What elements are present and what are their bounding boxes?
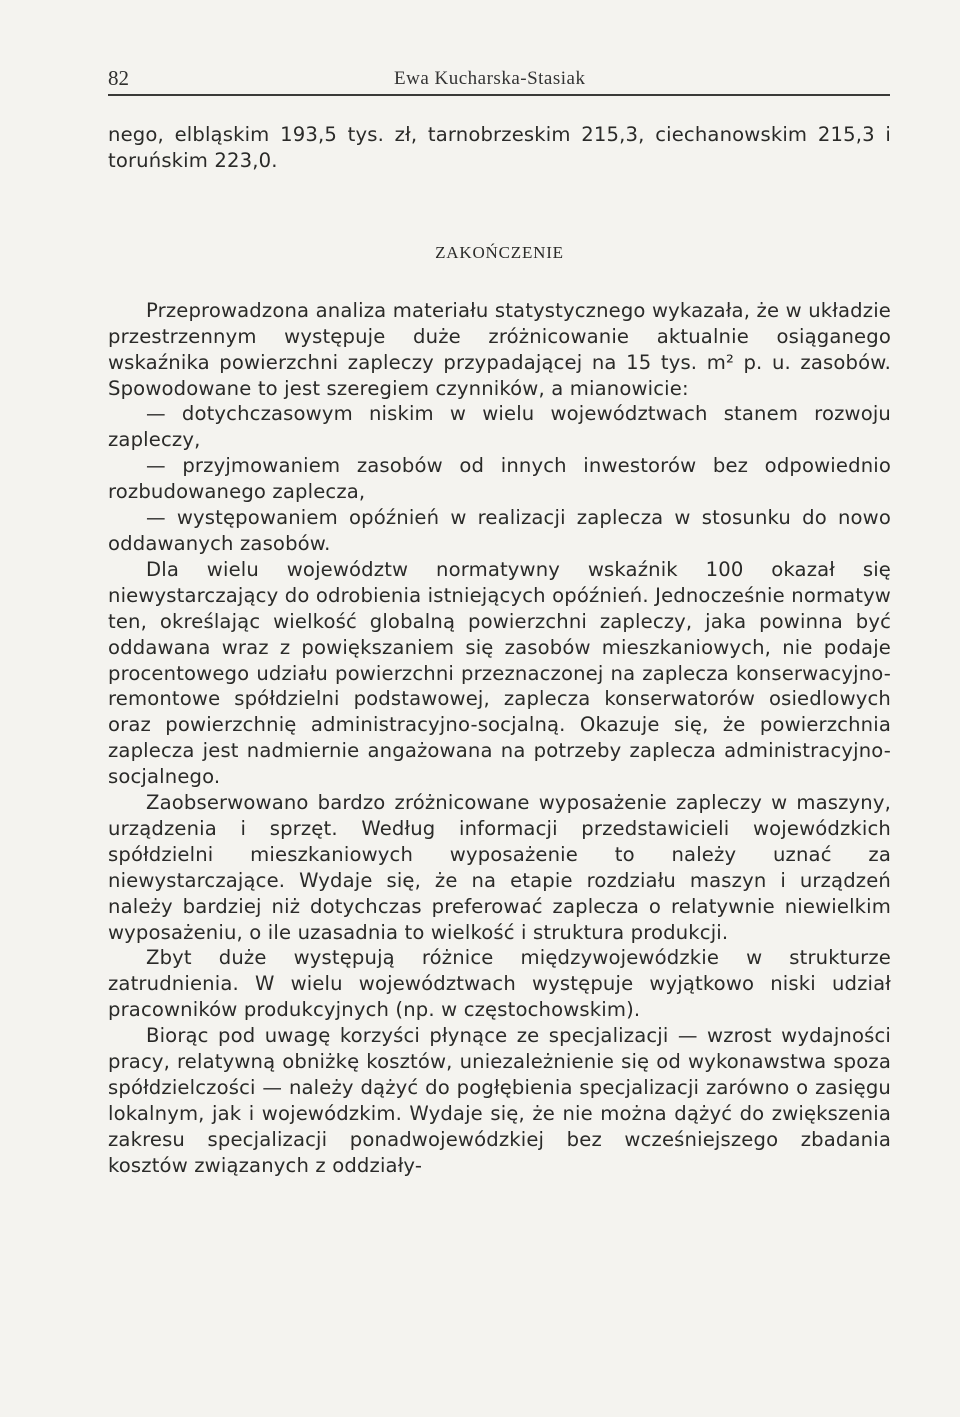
paragraph-continued: nego, elbląskim 193,5 tys. zł, tarnobrzeskim 215,3, ciechanowskim 215,3 i toruńskim 223,0. <box>108 123 891 172</box>
running-head-author: Ewa Kucharska-Stasiak <box>394 68 586 89</box>
page-number: 82 <box>108 66 129 90</box>
list-item: — występowaniem opóźnień w realizacji zaplecza w stosunku do nowo oddawanych zasobów. <box>108 506 891 555</box>
paragraph: Dla wielu województw normatywny wskaźnik 100 okazał się niewystarczający do odrobienia istniejących opóźnień. Jednocześnie normatyw ten, określając wielkość globalną powierzchni zapleczy, jaka powinna być oddawana wraz z powiększaniem się zasobów mieszkaniowych, nie podaje procentowego udziału powierzchni przeznaczonej na zaplecza konserwacyjno-remontowe spółdzielni podstawowej, zaplecza konserwatorów osiedlowych oraz powierzchnię administracyjno-socjalną. Okazuje się, że powierzchnia zaplecza jest nadmiernie angażowana na potrzeby zaplecza administracyjno-socjalnego. <box>108 557 891 789</box>
list-item: — przyjmowaniem zasobów od innych inwestorów bez odpowiednio rozbudowanego zaplecza, <box>108 454 891 504</box>
page-header <box>108 64 890 96</box>
list-item: — dotychczasowym niskim w wielu województwach stanem rozwoju zapleczy, <box>108 402 891 452</box>
body-text <box>108 122 891 1179</box>
paragraph: Zaobserwowano bardzo zróżnicowane wyposażenie zapleczy w maszyny, urządzenia i sprzęt. Według informacji przedstawicieli wojewódzkich spółdzielni mieszkaniowych wyposażenie to należy uznać za niewystarczające. Wydaje się, że na etapie rozdziału maszyn i urządzeń należy bardziej niż dotychczas preferować zaplecza o relatywnie niewielkim wyposażeniu, o ile uzasadnia to wielkość i struktura produkcji. <box>108 791 891 944</box>
paragraph: Zbyt duże występują różnice międzywojewódzkie w strukturze zatrudnienia. W wielu województwach występuje wyjątkowo niski udział pracowników produkcyjnych (np. w częstochowskim). <box>108 946 891 1022</box>
section-heading: ZAKOŃCZENIE <box>435 242 564 262</box>
paragraph: Przeprowadzona analiza materiału statystycznego wykazała, że w układzie przestrzennym występuje duże zróżnicowanie aktualnie osiąganego wskaźnika powierzchni zapleczy przypadającej na 15 tys. m² p. u. zasobów. Spowodowane to jest szeregiem czynników, a mianowicie: <box>108 298 891 400</box>
paragraph: Biorąc pod uwagę korzyści płynące ze specjalizacji — wzrost wydajności pracy, relatywną obniżkę kosztów, uniezależnienie się od wykonawstwa spoza spółdzielczości — należy dążyć do pogłębienia specjalizacji zarówno o zasięgu lokalnym, jak i wojewódzkim. Wydaje się, że nie można dążyć do zwiększenia zakresu specjalizacji ponadwojewódzkiej bez wcześniejszego zbadania kosztów związanych z oddziały- <box>108 1024 891 1177</box>
